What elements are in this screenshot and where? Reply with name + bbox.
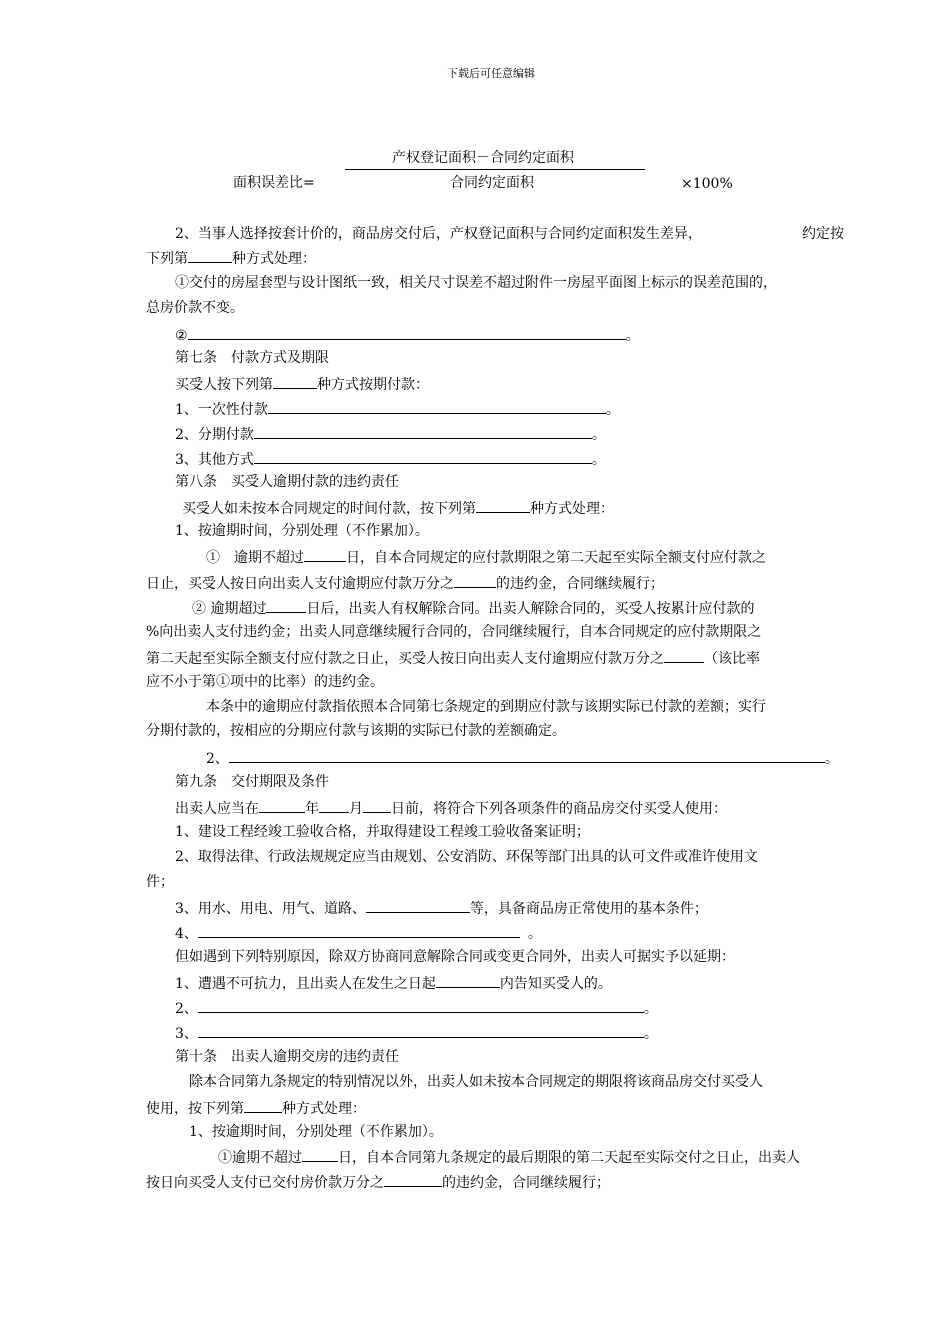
- line-a9d: 2、取得法律、行政法规规定应当由规划、公安消防、环保等部门出具的认可文件或准许使用文: [175, 849, 758, 865]
- blank: [363, 800, 391, 813]
- blank: [273, 376, 317, 389]
- line-a7b: 买受人按下列第 种方式按期付款：: [175, 377, 429, 393]
- blank: [304, 549, 346, 562]
- line-a9j: 2、 。: [175, 1001, 658, 1017]
- line-a8b: 买受人如未按本合同规定的时间付款，按下列第 种方式处理：: [182, 501, 614, 517]
- line-p2f: ② 。: [175, 328, 640, 344]
- blank: [254, 451, 592, 464]
- line-a8g: %向出卖人支付违约金；出卖人同意继续履行合同的，合同继续履行，自本合同规定的应付款期限之: [146, 624, 762, 640]
- line-a8e: 日止，买受人按日向出卖人支付逾期应付款万分之 的违约金，合同继续履行；: [146, 576, 664, 592]
- blank: [436, 975, 500, 988]
- line-a10e: ①逾期不超过 日，自本合同第九条规定的最后期限的第二天起至实际交付之日止，出卖人: [218, 1150, 800, 1166]
- blank: [384, 1174, 442, 1187]
- line-a8j: 本条中的逾期应付款指依照本合同第七条规定的到期应付款与该期实际已付款的差额；实行: [206, 699, 766, 715]
- line-a9e: 件；: [146, 874, 174, 890]
- blank: [188, 327, 626, 340]
- line-a9h: 但如遇到下列特别原因，除双方协商同意解除合同或变更合同外，出卖人可据实予以延期：: [175, 949, 735, 965]
- line-a8f: ② 逾期超过 日后，出卖人有权解除合同。出卖人解除合同的，买受人按累计应付款的: [192, 601, 755, 617]
- line-a8c: 1、按逾期时间，分别处理（不作累加）。: [175, 523, 429, 539]
- line-a10d: 1、按逾期时间，分别处理（不作累加）。: [189, 1124, 443, 1140]
- blank: [254, 426, 592, 439]
- blank: [664, 650, 704, 663]
- blank: [268, 401, 606, 414]
- blank: [244, 1100, 282, 1113]
- fraction-bar: [345, 169, 645, 170]
- article-9-title: 第九条 交付期限及条件: [175, 774, 329, 790]
- line-a8k: 分期付款的，按相应的分期应付款与该期的实际已付款的差额确定。: [146, 723, 566, 739]
- line-p2a: 2、当事人选择按套计价的，商品房交付后，产权登记面积与合同约定面积发生差异，: [175, 226, 702, 242]
- formula-denominator: 合同约定面积: [450, 175, 534, 191]
- blank: [259, 800, 305, 813]
- line-a9c: 1、建设工程经竣工验收合格，并取得建设工程竣工验收备案证明；: [175, 824, 590, 840]
- blank: [198, 1000, 644, 1013]
- article-7-title: 第七条 付款方式及期限: [175, 350, 329, 366]
- blank: [454, 575, 496, 588]
- blank: [266, 600, 306, 613]
- article-8-title: 第八条 买受人逾期付款的违约责任: [175, 474, 399, 490]
- blank: [198, 925, 520, 938]
- line-a9i: 1、遭遇不可抗力，且出卖人在发生之日起 内告知买受人的。: [175, 976, 612, 992]
- line-p2b: 约定按: [802, 226, 844, 242]
- line-a10c: 使用，按下列第 种方式处理：: [146, 1101, 366, 1117]
- line-a7e: 3、其他方式 。: [175, 452, 606, 468]
- blank: [476, 500, 530, 513]
- page-header: 下载后可任意编辑: [447, 67, 535, 80]
- blank: [366, 900, 470, 913]
- formula-numerator: 产权登记面积－合同约定面积: [392, 150, 574, 166]
- line-p2d: ①交付的房屋套型与设计图纸一致，相关尺寸误差不超过附件一房屋平面图上标示的误差范围的，: [175, 275, 777, 291]
- line-a7c: 1、一次性付款 。: [175, 402, 620, 418]
- line-a8i: 应不小于第①项中的比率）的违约金。: [146, 674, 384, 690]
- line-a10b: 除本合同第九条规定的特别情况以外，出卖人如未按本合同规定的期限将该商品房交付买受人: [189, 1074, 763, 1090]
- line-a8d: ① 逾期不超过 日，自本合同规定的应付款期限之第二天起至实际全额支付应付款之: [206, 550, 766, 566]
- line-a9k: 3、 。: [175, 1026, 658, 1042]
- line-p2e: 总房价款不变。: [146, 300, 244, 316]
- blank: [198, 1025, 644, 1038]
- line-p2c: 下列第 种方式处理：: [146, 251, 316, 267]
- formula-rhs: ×100%: [681, 176, 733, 192]
- article-10-title: 第十条 出卖人逾期交房的违约责任: [175, 1049, 399, 1065]
- formula-lhs: 面积误差比=: [233, 175, 315, 191]
- line-a8l: 2、 。: [206, 751, 839, 767]
- line-a9b: 出卖人应当在 年 月 日前，将符合下列各项条件的商品房交付买受人使用：: [175, 801, 727, 817]
- line-a9f: 3、用水、用电、用气、道路、 等，具备商品房正常使用的基本条件；: [175, 901, 708, 917]
- blank: [319, 800, 349, 813]
- line-a8h: 第二天起至实际全额支付应付款之日止，买受人按日向出卖人支付逾期应付款万分之 （该比率: [146, 651, 760, 667]
- line-a7d: 2、分期付款 。: [175, 427, 606, 443]
- line-a10f: 按日向买受人支付已交付房价款万分之 的违约金，合同继续履行；: [146, 1175, 610, 1191]
- blank: [302, 1149, 338, 1162]
- blank: [229, 750, 825, 763]
- line-a9g: 4、 。: [175, 926, 542, 942]
- blank: [188, 250, 232, 263]
